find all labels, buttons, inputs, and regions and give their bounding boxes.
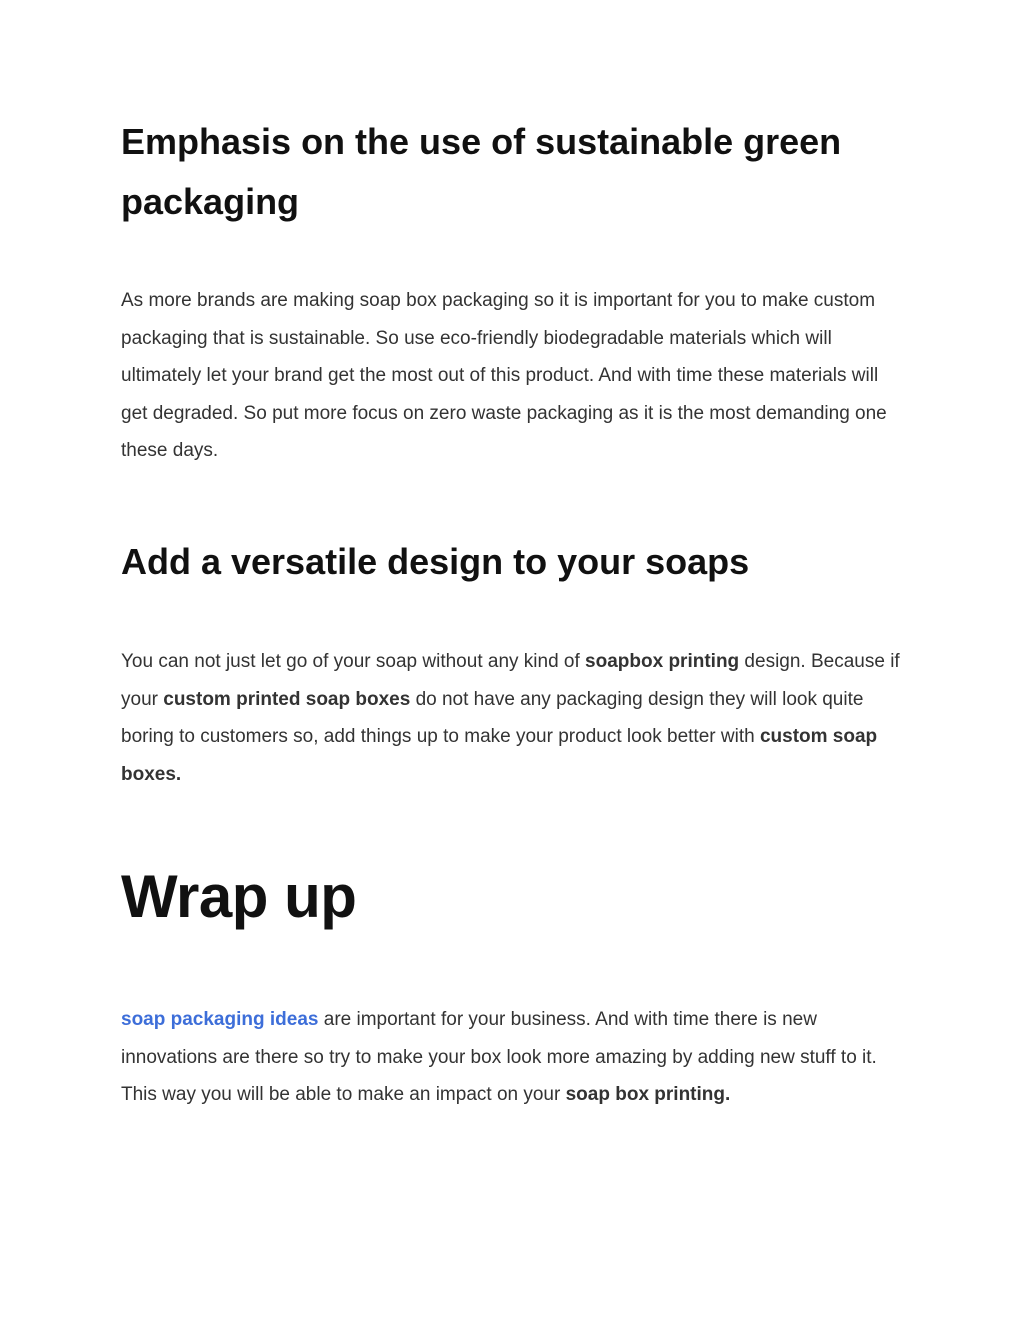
text-segment: You can not just let go of your soap without any kind of [121,651,586,672]
section-heading-wrap-up: Wrap up [121,863,357,930]
section-heading-sustainable-packaging: Emphasis on the use of sustainable green packaging [121,121,842,222]
text-segment: are important for your business. And with time there is new innovations are there so try to make your box look more amazing by adding new stuff to it. This way you will be able to make an impact on your [121,1009,877,1106]
paragraph-wrap-up [121,1001,906,1114]
paragraph-versatile-design [121,643,906,793]
paragraph-sustainable-packaging: As more brands are making soap box packaging so it is important for you to make custom packaging that is sustainable. So use eco-friendly biodegradable materials which will ultimately let your brand get the most out of this product. And with time these materials will get degraded. So put more focus on zero waste packaging as it is the most demanding one these days. [121,290,887,462]
bold-keyword-custom-soap-boxes: custom soap boxes. [121,726,878,785]
text-segment: do not have any packaging design they will look quite boring to customers so, add things up to make your product look better with [121,688,864,748]
section-heading-versatile-design: Add a versatile design to your soaps [121,541,750,582]
bold-keyword-soapbox-printing: soapbox printing [585,651,740,672]
bold-keyword-custom-printed-soap-boxes: custom printed soap boxes [163,688,411,710]
link-soap-packaging-ideas[interactable]: soap packaging ideas [121,1009,319,1030]
text-segment: design. Because if your [121,651,900,710]
bold-keyword-soap-box-printing: soap box printing. [565,1084,731,1106]
